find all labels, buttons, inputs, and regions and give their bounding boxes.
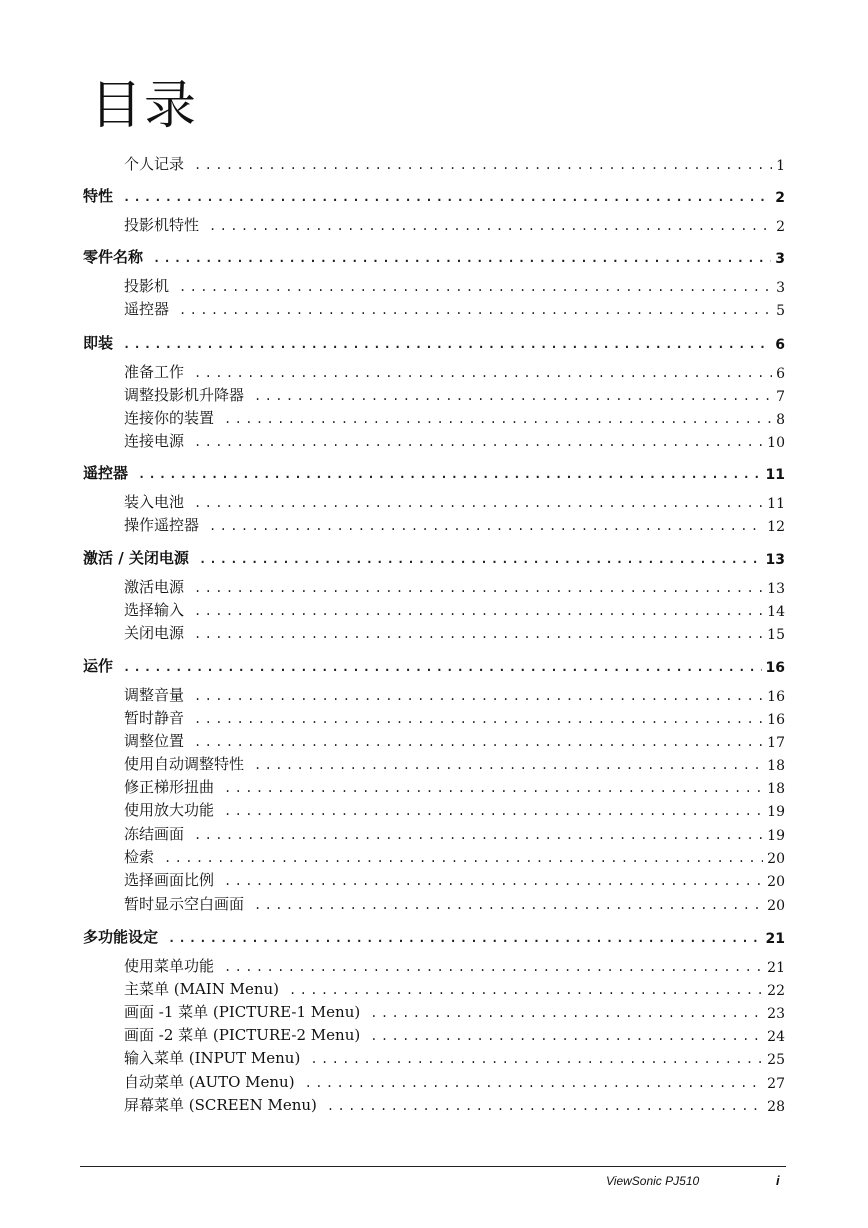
toc-subsection-entry[interactable] xyxy=(124,798,785,820)
toc-entry-label: 遥控器 xyxy=(124,300,170,318)
toc-entry-label: 调整位置 xyxy=(124,732,185,750)
toc-entry-page-number: 6 xyxy=(775,337,785,353)
toc-entry-label: 调整投影机升降器 xyxy=(124,386,245,404)
toc-entry-label: 激活电源 xyxy=(124,578,185,596)
toc-entry-label: 个人记录 xyxy=(124,155,185,173)
toc-dot-leader xyxy=(123,658,762,676)
toc-entry-page-number: 20 xyxy=(767,898,785,914)
toc-subsection-entry[interactable] xyxy=(124,152,785,174)
toc-subsection-entry[interactable] xyxy=(124,752,785,774)
toc-subsection-entry[interactable] xyxy=(124,297,785,319)
toc-subsection-entry[interactable] xyxy=(124,1046,785,1068)
toc-dot-leader xyxy=(194,433,763,451)
toc-entry-label: 投影机特性 xyxy=(124,216,200,234)
toc-dot-leader xyxy=(254,756,763,774)
toc-dot-leader xyxy=(224,410,772,428)
page-title: 目录 xyxy=(90,76,199,136)
toc-dot-leader xyxy=(224,872,763,890)
toc-entry-page-number: 7 xyxy=(776,389,785,405)
toc-section-entry[interactable] xyxy=(83,461,785,483)
toc-entry-page-number: 16 xyxy=(767,689,785,705)
toc-subsection-entry[interactable] xyxy=(124,360,785,382)
toc-dot-leader xyxy=(224,958,763,976)
toc-entry-label: 暂时显示空白画面 xyxy=(124,895,245,913)
toc-dot-leader xyxy=(194,625,763,643)
toc-entry-label: 检索 xyxy=(124,848,155,866)
toc-entry-page-number: 20 xyxy=(767,851,785,867)
toc-entry-page-number: 8 xyxy=(776,412,785,428)
toc-subsection-entry[interactable] xyxy=(124,868,785,890)
toc-dot-leader xyxy=(194,602,763,620)
toc-subsection-entry[interactable] xyxy=(124,598,785,620)
toc-entry-label: 激活 / 关闭电源 xyxy=(83,549,189,567)
toc-subsection-entry[interactable] xyxy=(124,274,785,296)
toc-dot-leader xyxy=(310,1050,763,1068)
toc-entry-page-number: 6 xyxy=(776,366,785,382)
toc-entry-page-number: 18 xyxy=(767,758,785,774)
toc-subsection-entry[interactable] xyxy=(124,729,785,751)
toc-subsection-entry[interactable] xyxy=(124,213,785,235)
toc-entry-page-number: 13 xyxy=(765,552,785,568)
toc-section-entry[interactable] xyxy=(83,331,785,353)
toc-dot-leader xyxy=(194,710,763,728)
toc-entry-label: 修正梯形扭曲 xyxy=(124,778,215,796)
toc-dot-leader xyxy=(289,981,763,999)
toc-entry-page-number: 3 xyxy=(776,280,785,296)
toc-entry-page-number: 28 xyxy=(767,1099,785,1115)
toc-entry-label: 运作 xyxy=(83,657,114,675)
toc-entry-label: 选择画面比例 xyxy=(124,871,215,889)
toc-entry-label: 输入菜单 (INPUT Menu) xyxy=(124,1049,301,1067)
toc-subsection-entry[interactable] xyxy=(124,513,785,535)
toc-dot-leader xyxy=(194,687,763,705)
toc-entry-label: 投影机 xyxy=(124,277,170,295)
toc-subsection-entry[interactable] xyxy=(124,845,785,867)
toc-entry-label: 暂时静音 xyxy=(124,709,185,727)
toc-entry-label: 装入电池 xyxy=(124,493,185,511)
toc-entry-page-number: 20 xyxy=(767,874,785,890)
toc-entry-label: 准备工作 xyxy=(124,363,185,381)
toc-entry-page-number: 2 xyxy=(776,219,785,235)
toc-entry-page-number: 21 xyxy=(767,960,785,976)
toc-dot-leader xyxy=(179,301,772,319)
toc-subsection-entry[interactable] xyxy=(124,683,785,705)
toc-subsection-entry[interactable] xyxy=(124,954,785,976)
toc-entry-page-number: 21 xyxy=(765,931,785,947)
toc-entry-page-number: 16 xyxy=(767,712,785,728)
toc-dot-leader xyxy=(123,188,771,206)
toc-entry-label: 使用放大功能 xyxy=(124,801,215,819)
toc-section-entry[interactable] xyxy=(83,245,785,267)
toc-section-entry[interactable] xyxy=(83,546,785,568)
toc-entry-page-number: 3 xyxy=(775,251,785,267)
toc-dot-leader xyxy=(153,249,771,267)
toc-entry-page-number: 13 xyxy=(767,581,785,597)
toc-entry-label: 画面 -2 菜单 (PICTURE-2 Menu) xyxy=(124,1026,361,1044)
toc-entry-page-number: 11 xyxy=(767,496,785,512)
toc-entry-page-number: 16 xyxy=(765,660,785,676)
toc-subsection-entry[interactable] xyxy=(124,490,785,512)
toc-entry-label: 屏幕菜单 (SCREEN Menu) xyxy=(124,1096,317,1114)
toc-entry-label: 画面 -1 菜单 (PICTURE-1 Menu) xyxy=(124,1003,361,1021)
toc-subsection-entry[interactable] xyxy=(124,406,785,428)
toc-dot-leader xyxy=(194,826,763,844)
toc-dot-leader xyxy=(327,1097,763,1115)
toc-subsection-entry[interactable] xyxy=(124,383,785,405)
toc-entry-page-number: 2 xyxy=(775,190,785,206)
toc-entry-label: 操作遥控器 xyxy=(124,516,200,534)
toc-dot-leader xyxy=(194,733,763,751)
toc-dot-leader xyxy=(194,364,772,382)
toc-entry-page-number: 15 xyxy=(767,627,785,643)
toc-subsection-entry[interactable] xyxy=(124,575,785,597)
toc-dot-leader xyxy=(209,517,763,535)
toc-dot-leader xyxy=(305,1074,764,1092)
toc-dot-leader xyxy=(370,1004,763,1022)
toc-entry-page-number: 18 xyxy=(767,781,785,797)
toc-dot-leader xyxy=(164,849,763,867)
toc-dot-leader xyxy=(138,465,762,483)
toc-entry-label: 选择输入 xyxy=(124,601,185,619)
toc-dot-leader xyxy=(199,550,762,568)
toc-dot-leader xyxy=(224,779,763,797)
toc-subsection-entry[interactable] xyxy=(124,706,785,728)
toc-entry-label: 连接电源 xyxy=(124,432,185,450)
toc-subsection-entry[interactable] xyxy=(124,1070,785,1092)
toc-entry-label: 即装 xyxy=(83,334,114,352)
toc-dot-leader xyxy=(179,278,772,296)
toc-dot-leader xyxy=(254,896,763,914)
toc-section-entry[interactable] xyxy=(83,654,785,676)
toc-entry-page-number: 24 xyxy=(767,1029,785,1045)
toc-dot-leader xyxy=(194,156,772,174)
toc-entry-page-number: 12 xyxy=(767,519,785,535)
toc-subsection-entry[interactable] xyxy=(124,977,785,999)
toc-entry-page-number: 1 xyxy=(776,158,785,174)
toc-entry-label: 使用自动调整特性 xyxy=(124,755,245,773)
toc-section-entry[interactable] xyxy=(83,184,785,206)
footer-page-number: i xyxy=(776,1173,780,1188)
toc-entry-page-number: 22 xyxy=(767,983,785,999)
toc-entry-label: 使用菜单功能 xyxy=(124,957,215,975)
toc-entry-label: 零件名称 xyxy=(83,248,144,266)
toc-entry-page-number: 14 xyxy=(767,604,785,620)
toc-subsection-entry[interactable] xyxy=(124,1000,785,1022)
toc-entry-label: 冻结画面 xyxy=(124,825,185,843)
toc-entry-label: 自动菜单 (AUTO Menu) xyxy=(124,1073,295,1091)
toc-subsection-entry[interactable] xyxy=(124,892,785,914)
toc-entry-label: 关闭电源 xyxy=(124,624,185,642)
toc-entry-label: 多功能设定 xyxy=(83,928,159,946)
toc-entry-page-number: 17 xyxy=(767,735,785,751)
toc-entry-label: 特性 xyxy=(83,187,114,205)
toc-entry-page-number: 10 xyxy=(767,435,785,451)
toc-subsection-entry[interactable] xyxy=(124,429,785,451)
toc-subsection-entry[interactable] xyxy=(124,1023,785,1045)
toc-dot-leader xyxy=(254,387,772,405)
toc-entry-page-number: 27 xyxy=(767,1076,785,1092)
toc-subsection-entry[interactable] xyxy=(124,775,785,797)
toc-dot-leader xyxy=(370,1027,763,1045)
toc-entry-label: 遥控器 xyxy=(83,464,129,482)
toc-entry-label: 连接你的装置 xyxy=(124,409,215,427)
toc-subsection-entry[interactable] xyxy=(124,822,785,844)
toc-dot-leader xyxy=(209,217,772,235)
toc-subsection-entry[interactable] xyxy=(124,621,785,643)
toc-subsection-entry[interactable] xyxy=(124,1093,785,1115)
toc-section-entry[interactable] xyxy=(83,925,785,947)
toc-entry-page-number: 23 xyxy=(767,1006,785,1022)
toc-dot-leader xyxy=(224,802,763,820)
toc-entry-page-number: 19 xyxy=(767,804,785,820)
toc-dot-leader xyxy=(194,579,763,597)
footer-brand: ViewSonic PJ510 xyxy=(606,1174,700,1188)
toc-dot-leader xyxy=(123,335,771,353)
toc-entry-label: 主菜单 (MAIN Menu) xyxy=(124,980,280,998)
toc-entry-label: 调整音量 xyxy=(124,686,185,704)
toc-dot-leader xyxy=(194,494,763,512)
toc-entry-page-number: 19 xyxy=(767,828,785,844)
toc-dot-leader xyxy=(168,929,762,947)
toc-entry-page-number: 11 xyxy=(765,467,785,483)
toc-entry-page-number: 5 xyxy=(776,303,785,319)
toc-entry-page-number: 25 xyxy=(767,1052,785,1068)
footer-divider xyxy=(80,1166,786,1167)
